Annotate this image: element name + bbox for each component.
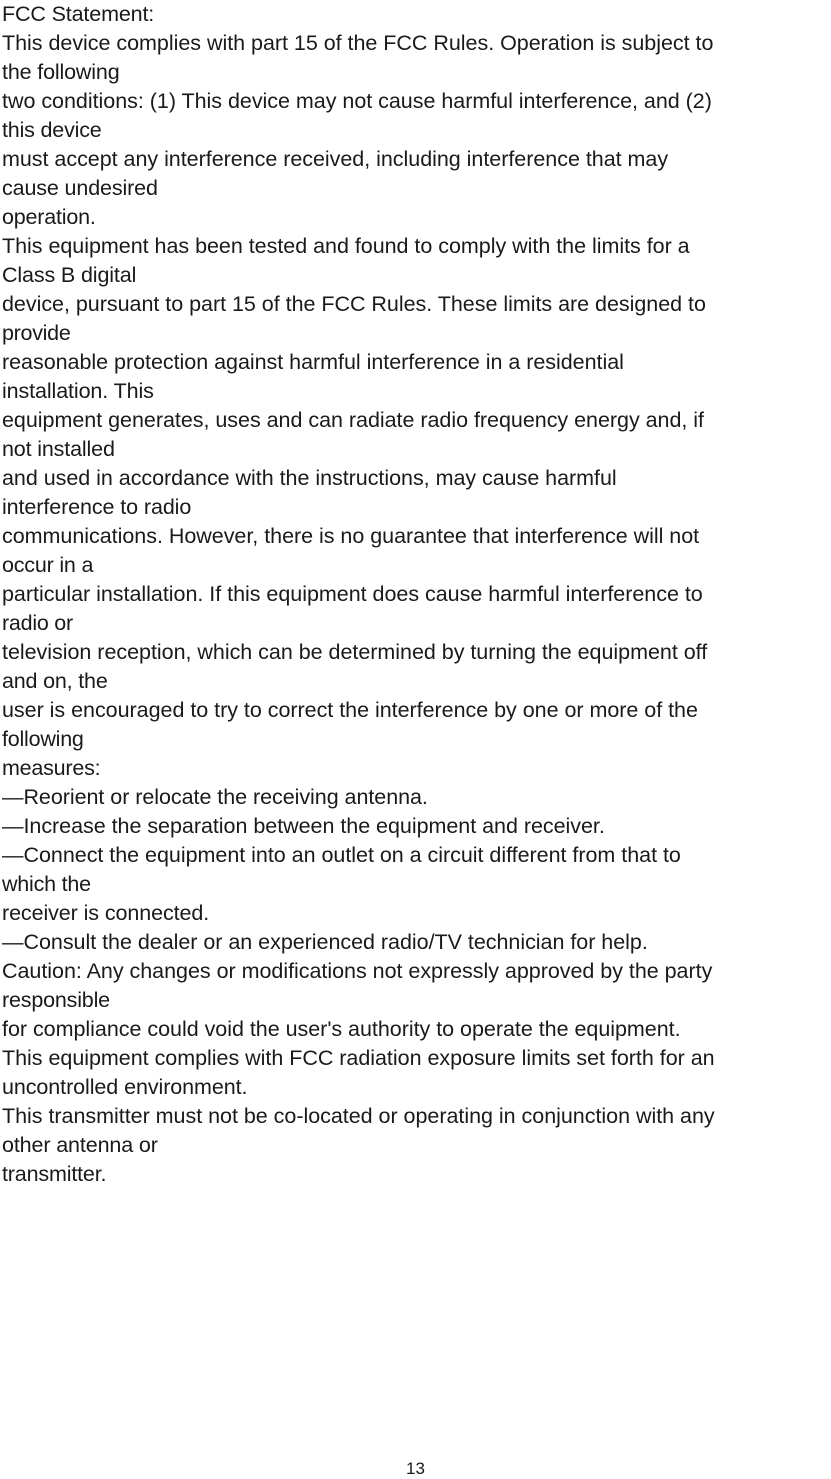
text-line: and on, the [2,669,108,693]
text-line: the following [2,60,120,84]
text-line: device, pursuant to part 15 of the FCC Rules. These limits are designed to [2,292,706,316]
measure-item-outlet: —Connect the equipment into an outlet on a circuit different from that to [2,843,681,867]
text-line: reasonable protection against harmful interference in a residential [2,350,624,374]
text-line: particular installation. If this equipment does cause harmful interference to [2,582,703,606]
text-line: not installed [2,437,115,461]
text-line: other antenna or [2,1133,158,1157]
text-line: must accept any interference received, including interference that may [2,147,669,171]
text-line: operation. [2,205,96,229]
text-line: Class B digital [2,263,137,287]
caution-line: Caution: Any changes or modifications not expressly approved by the party [2,959,713,983]
text-line: responsible [2,988,110,1012]
text-line: transmitter. [2,1162,107,1186]
text-line: cause undesired [2,176,158,200]
text-line: for compliance could void the user's authority to operate the equipment. [2,1017,681,1041]
text-line: television reception, which can be determined by turning the equipment off [2,640,708,664]
text-line: occur in a [2,553,94,577]
text-line: This equipment has been tested and found to comply with the limits for a [2,234,690,258]
text-line: two conditions: (1) This device may not cause harmful interference, and (2) [2,89,712,113]
text-line: This transmitter must not be co-located or operating in conjunction with any [2,1104,715,1128]
text-line: measures: [2,756,101,780]
text-line: which the [2,872,91,896]
text-line: receiver is connected. [2,901,210,925]
text-line: and used in accordance with the instructions, may cause harmful [2,466,617,490]
text-line: following [2,727,84,751]
text-line: equipment generates, uses and can radiate radio frequency energy and, if [2,408,704,432]
measure-item-consult: —Consult the dealer or an experienced radio/TV technician for help. [2,930,648,954]
text-line: This equipment complies with FCC radiation exposure limits set forth for an [2,1046,715,1070]
fcc-statement-body [2,0,831,1189]
text-line: This device complies with part 15 of the FCC Rules. Operation is subject to [2,31,714,55]
text-line: radio or [2,611,73,635]
text-line: uncontrolled environment. [2,1075,248,1099]
measure-item-separation: —Increase the separation between the equipment and receiver. [2,814,605,838]
page-number: 13 [406,1459,425,1478]
text-line: this device [2,118,102,142]
text-line: provide [2,321,71,345]
text-line: installation. This [2,379,154,403]
text-line: user is encouraged to try to correct the interference by one or more of the [2,698,698,722]
text-line: FCC Statement: [2,2,155,26]
text-line: communications. However, there is no guarantee that interference will not [2,524,700,548]
text-line: interference to radio [2,495,192,519]
measure-item-reorient: —Reorient or relocate the receiving antenna. [2,785,428,809]
